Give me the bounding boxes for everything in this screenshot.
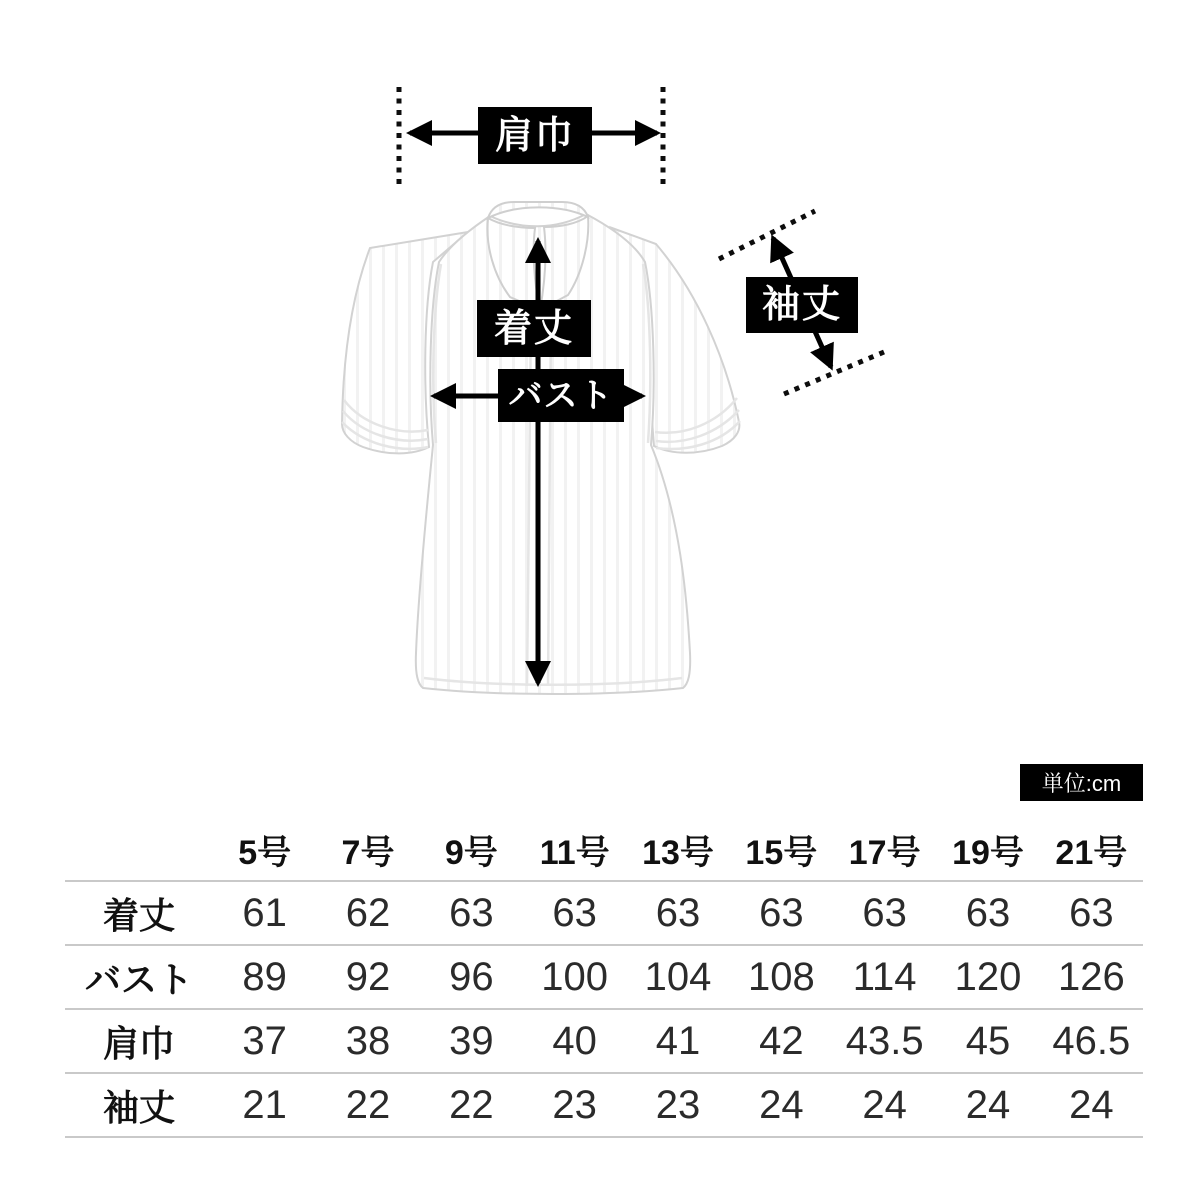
- shirt-illustration: [342, 202, 740, 694]
- cell-value: 104: [644, 954, 712, 999]
- sleeve-length-label: 袖丈: [746, 277, 858, 333]
- cell-value: 40: [552, 1018, 597, 1063]
- sleeve-guide-top: [719, 211, 815, 259]
- cell-value: 23: [552, 1082, 597, 1127]
- size-column-header: 7号: [341, 833, 395, 872]
- cell-value: 24: [1069, 1082, 1114, 1127]
- size-column-header: 13号: [642, 833, 714, 872]
- cell-value: 37: [242, 1018, 287, 1063]
- cell-value: 39: [449, 1018, 494, 1063]
- cell-value: 41: [655, 1018, 701, 1063]
- cell-value: 114: [852, 954, 917, 999]
- shoulder-width-label: 肩巾: [478, 107, 592, 164]
- cell-value: 22: [345, 1082, 391, 1127]
- cell-value: 63: [965, 890, 1011, 935]
- row-label: バスト: [84, 958, 193, 1000]
- cell-value: 61: [242, 890, 287, 935]
- size-column-header: 5号: [238, 833, 292, 872]
- table-row-shoulder: [65, 1010, 1143, 1074]
- table-row-bust: [65, 946, 1143, 1010]
- cell-value: 45: [965, 1018, 1011, 1063]
- cell-value: 23: [655, 1082, 701, 1127]
- cell-value: 120: [954, 954, 1022, 999]
- cell-value: 126: [1057, 954, 1125, 999]
- size-column-header: 21号: [1055, 833, 1128, 872]
- size-column-header: 17号: [848, 833, 921, 872]
- size-table-header-row: [65, 818, 1143, 882]
- cell-value: 63: [655, 890, 701, 935]
- cell-value: 96: [449, 954, 494, 999]
- sleeve-guide-bottom: [784, 352, 884, 394]
- row-label: 袖丈: [102, 1086, 175, 1128]
- row-label: 着丈: [102, 894, 175, 936]
- cell-value: 108: [747, 954, 815, 999]
- cell-value: 63: [552, 890, 597, 935]
- cell-value: 24: [862, 1082, 907, 1127]
- cell-value: 21: [242, 1082, 287, 1127]
- body-length-label: 着丈: [477, 300, 591, 357]
- unit-label: 単位:cm: [1020, 764, 1143, 801]
- size-column-header: 19号: [952, 833, 1024, 872]
- table-row-length: [65, 882, 1143, 946]
- bust-label: バスト: [498, 369, 624, 422]
- cell-value: 92: [345, 954, 391, 999]
- size-table: [65, 818, 1143, 1138]
- cell-value: 38: [345, 1018, 391, 1063]
- cell-value: 63: [862, 890, 907, 935]
- table-row-sleeve: [65, 1074, 1143, 1138]
- cell-value: 63: [759, 890, 804, 935]
- cell-value: 42: [759, 1018, 804, 1063]
- row-label: 肩巾: [102, 1022, 175, 1064]
- corner-cell: [65, 818, 213, 880]
- cell-value: 24: [759, 1082, 804, 1127]
- cell-value: 24: [965, 1082, 1011, 1127]
- cell-value: 89: [242, 954, 287, 999]
- size-column-header: 15号: [745, 833, 818, 872]
- size-column-header: 9号: [444, 833, 498, 872]
- cell-value: 22: [449, 1082, 494, 1127]
- size-column-header: 11号: [539, 833, 610, 872]
- cell-value: 46.5: [1052, 1018, 1131, 1063]
- cell-value: 63: [1069, 890, 1114, 935]
- cell-value: 43.5: [845, 1018, 924, 1063]
- cell-value: 100: [541, 954, 609, 999]
- cell-value: 63: [449, 890, 494, 935]
- cell-value: 62: [345, 890, 391, 935]
